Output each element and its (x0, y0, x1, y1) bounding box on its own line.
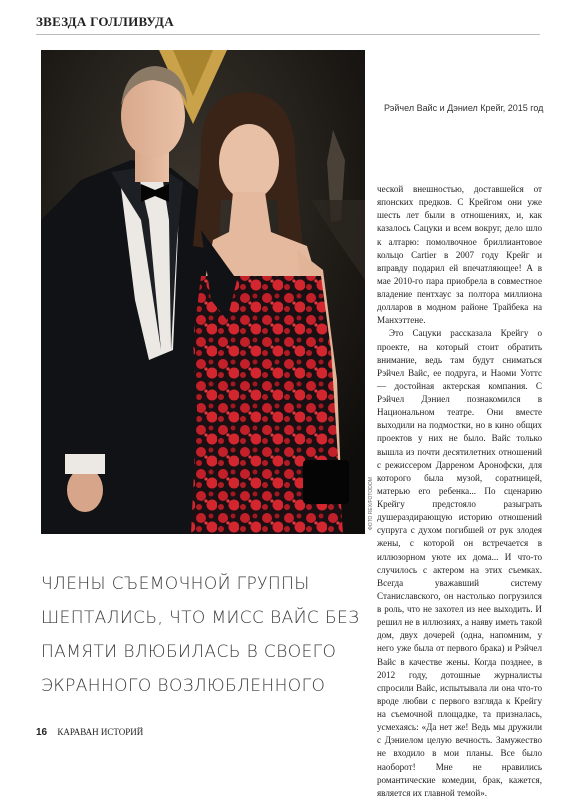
magazine-name: КАРАВАН ИСТОРИЙ (57, 727, 144, 737)
pull-quote-line: ПАМЯТИ ВЛЮБИЛАСЬ В СВОЕГО (41, 642, 337, 662)
photo-caption: Рэйчел Вайс и Дэниел Крейг, 2015 год (384, 103, 544, 113)
page-footer (36, 727, 143, 738)
header-rule (36, 34, 540, 35)
photo-illustration (41, 50, 365, 534)
pull-quote-line: ШЕПТАЛИСЬ, ЧТО МИСС ВАЙС БЕЗ (41, 608, 360, 628)
pull-quote (41, 567, 366, 703)
photo-credit: ФОТО REX/FOTODOM (368, 477, 374, 530)
article-body (377, 183, 542, 800)
pull-quote-line: ЭКРАННОГО ВОЗЛЮБЛЕННОГО (41, 676, 326, 696)
page-number: 16 (36, 727, 48, 738)
section-title: ЗВЕЗДА ГОЛЛИВУДА (36, 14, 174, 29)
pull-quote-line: ЧЛЕНЫ СЪЕМОЧНОЙ ГРУППЫ (41, 574, 310, 594)
body-paragraph: ческой внешностью, доставшейся от японских предков. С Крейгом они уже шесть лет были в отношениях, и, как казалось Сацуки и всем вокруг, дело шло к алтарю: помолвочное бриллиантовое кольцо Cartier в 2007 году Крейг и вправду подарил ей впечатляющее! А в мае 2010-го пара приобрела в совместное владение пентхаус за полтора миллиона долларов в модном районе Трайбека на Манхэттене. (377, 184, 542, 326)
photo (41, 50, 365, 534)
body-paragraph: Это Сацуки рассказала Крейгу о проекте, на который стоит обратить внимание, ведь там будут сниматься Рэйчел Вайс, ее подруга, и Наоми Уоттс — достойная актерская компания. С Рэйчел Дэниел познакомился в Национальном театре. Они вместе выходили на подмостки, но в кино общих проектов у них не было. Вайс только вышла из почти десятилетних отношений с режиссером Дарреном Аронофски, для которого была музой, соратницей, матерью его ребенка... По сценарию Крейгу предстояло разыграть душераздирающую историю отношений супруга с духом погибшей от рук злодея жены, с которой он встречается в иллюзорном уюте их дома... И что-то случилось с актером на этих съемках. Всегда уважавший систему Станиславского, он настолько погрузился в роль, что не захотел из нее выходить. И решил не в иллюзиях, а наяву иметь такой дом, двух дочерей (одна, напомним, у него уже была от первого брака) и Рэйчел Вайс в качестве жены. Когда позднее, в 2012 году, дотошные журналисты спросили Вайс, испытывала ли она что-то вроде любви с первого взгляда к Крейгу на съемочной площадке, та призналась, усмехаясь: «Да нет же! Ведь мы дружили с Дэниелом целую вечность. Замужество не входило в мои планы. Все было наоборот! Мне не нравились романтические комедии, брак, кажется, является их главной темой». (377, 328, 542, 798)
